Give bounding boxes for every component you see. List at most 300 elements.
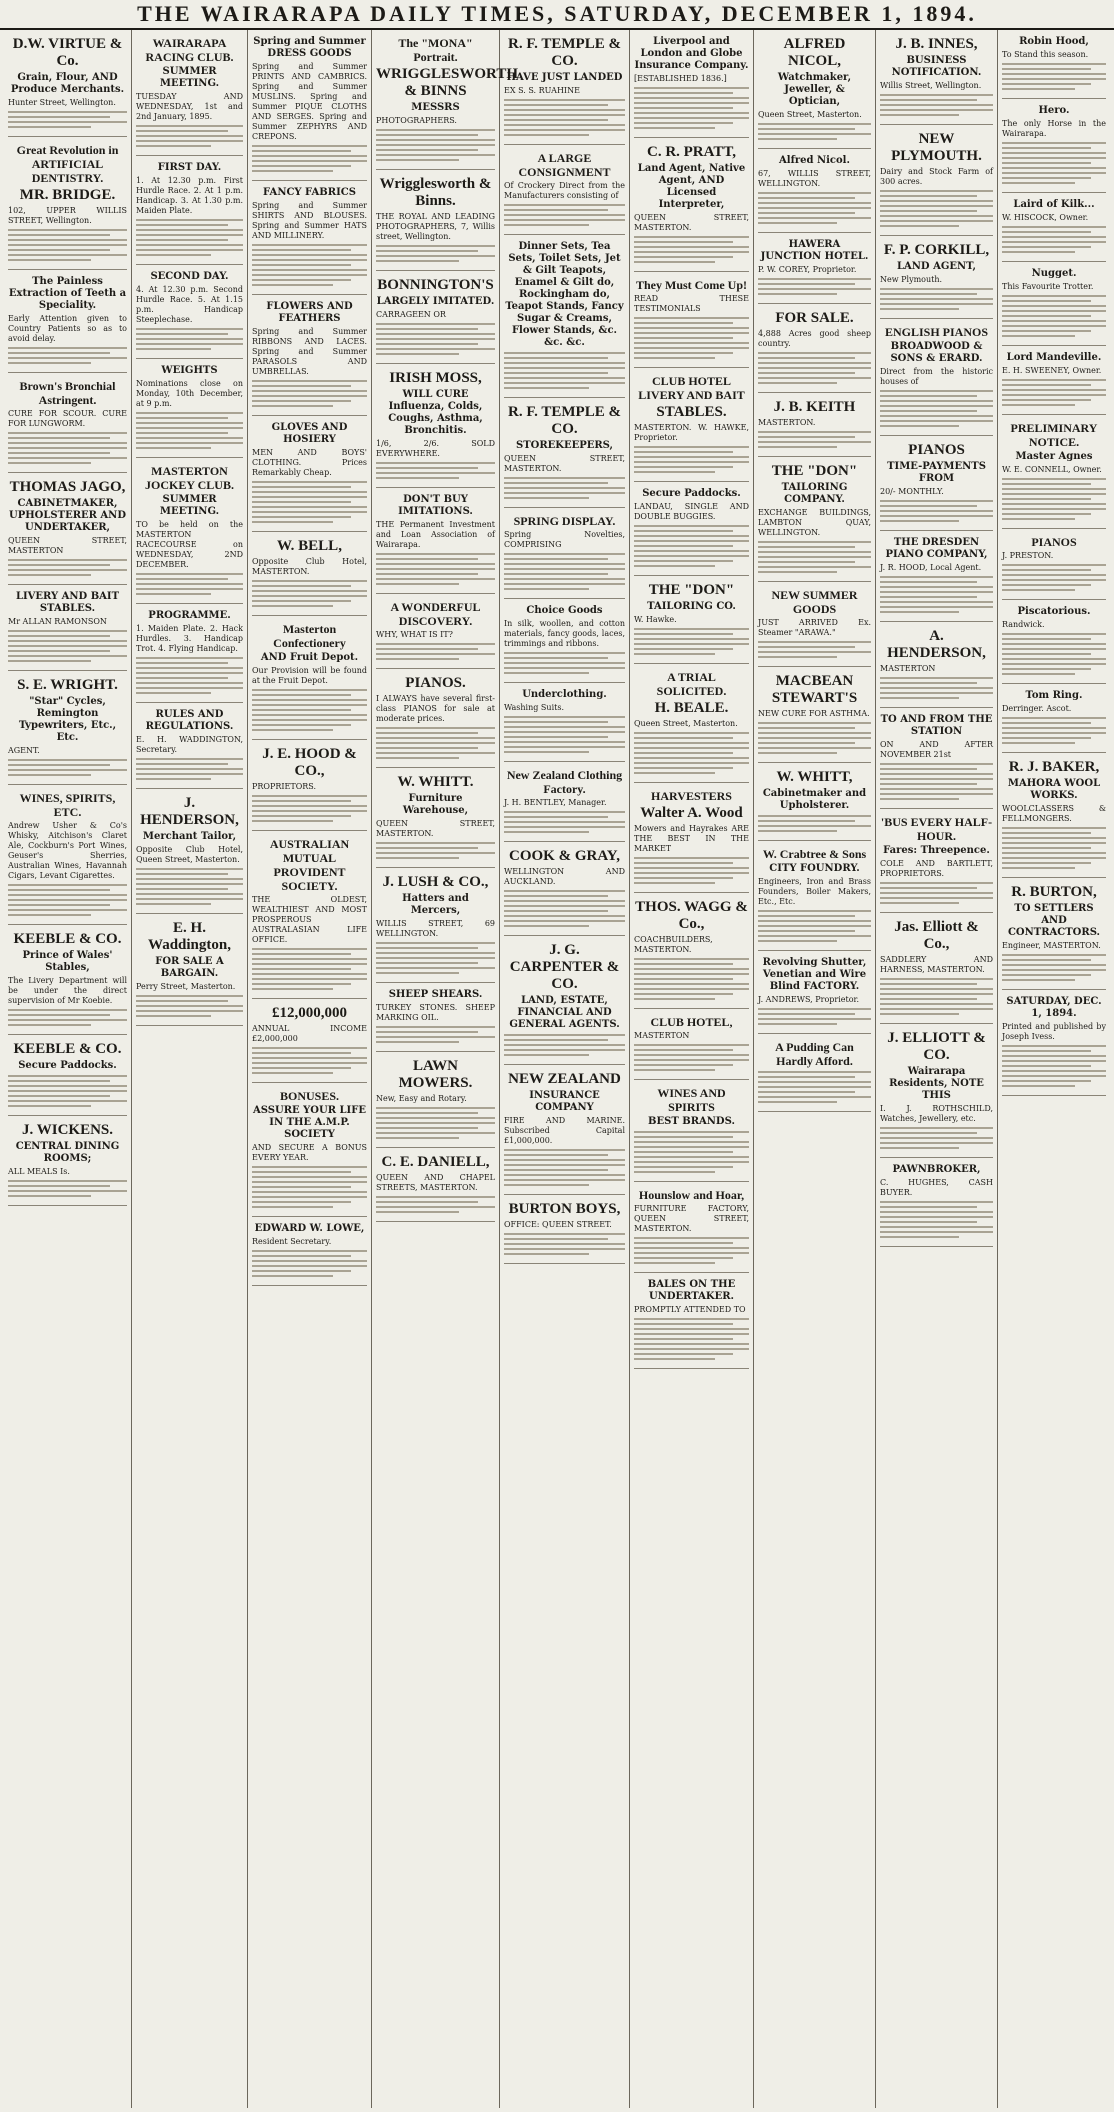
small-print-lines [758,722,871,754]
column-grid [4,30,1110,2108]
ad-body: I. J. ROTHSCHILD, Watches, Jewellery, etc. [880,1104,993,1123]
ad-heading: Alfred Nicol. [779,155,850,166]
ad-heading: Lord Mandeville. [1006,352,1102,363]
advertisement [504,842,625,936]
small-print-lines [758,541,871,573]
ad-body: Mowers and Hayrakes ARE THE BEST IN THE MARKET [634,824,749,853]
small-print-lines [504,1034,625,1056]
ad-body: AGENT. [8,746,40,755]
ad-heading: KEEBLE & CO. [13,1041,122,1057]
advertisement [634,664,749,783]
small-print-lines [1002,1045,1106,1087]
small-print-lines [1002,827,1106,869]
advertisement [136,604,243,703]
ad-heading: Spring and Summer DRESS GOODS [253,36,366,59]
ad-heading: Robin Hood, [1019,36,1089,47]
advertisement [634,272,749,368]
small-print-lines [880,190,993,227]
advertisement [1002,600,1106,684]
ad-body: J. PRESTON. [1002,551,1054,560]
small-print-lines [8,559,127,576]
ad-heading: J. B. INNES, [895,36,978,52]
ad-heading: Hounslow and Hoar, [638,1188,745,1202]
ad-heading: BEST BRANDS. [648,1116,735,1127]
ad-body: TUESDAY AND WEDNESDAY, 1st and 2nd January, 1895. [136,92,243,121]
small-print-lines [252,948,367,990]
ad-heading: PIANOS. [405,675,466,691]
ad-body: MASTERTON [634,1031,690,1040]
advertisement [136,359,243,458]
advertisement [376,868,495,983]
small-print-lines [758,815,871,832]
ad-heading: BROADWOOD & SONS & ERARD. [890,341,983,364]
ad-heading: LIVERY AND BAIT STABLES. [15,591,120,614]
advertisement [136,156,243,265]
small-print-lines [252,244,367,286]
advertisement [8,373,127,473]
advertisement [880,436,993,531]
small-print-lines [758,910,871,942]
ad-body: E. H. SWEENEY, Owner. [1002,366,1102,375]
ad-body: W. HISCOCK, Owner. [1002,213,1089,222]
small-print-lines [8,229,127,261]
ad-heading: LAWN MOWERS. [398,1058,473,1091]
small-print-lines [504,811,625,833]
ad-body: C. HUGHES, CASH BUYER. [880,1178,993,1197]
ad-heading: MR. BRIDGE. [19,187,116,203]
small-print-lines [8,347,127,364]
advertisement [1002,684,1106,753]
ad-body: Printed and published by Joseph Ivess. [1002,1022,1106,1041]
advertisement [634,30,749,138]
ad-heading: J. HENDERSON, [140,795,239,828]
masthead [0,0,1114,30]
ad-heading: A LARGE CONSIGNMENT [518,151,611,179]
ad-heading: FOR SALE A BARGAIN. [155,956,224,979]
small-print-lines [880,882,993,904]
small-print-lines [252,689,367,731]
advertisement [880,809,993,913]
ad-heading: Nugget. [1031,268,1077,279]
advertisement [8,137,127,270]
small-print-lines [376,129,495,161]
small-print-lines [1002,295,1106,337]
small-print-lines [376,1026,495,1043]
small-print-lines [504,204,625,226]
ad-body: Resident Secretary. [252,1237,332,1246]
small-print-lines [376,942,495,974]
small-print-lines [136,412,243,449]
small-print-lines [8,1075,127,1107]
small-print-lines [634,1237,749,1264]
small-print-lines [634,525,749,567]
advertisement [880,622,993,708]
small-print-lines [634,87,749,129]
ad-heading: EDWARD W. LOWE, [254,1223,365,1234]
ad-body: Engineer, MASTERTON. [1002,941,1101,950]
small-print-lines [8,884,127,916]
ad-heading: PAWNBROKER, [892,1164,981,1175]
ad-heading: LAND, ESTATE, FINANCIAL AND GENERAL AGENTS. [509,995,620,1030]
advertisement [634,138,749,272]
ad-heading: SUMMER MEETING. [159,494,220,517]
ad-heading: CENTRAL DINING ROOMS; [15,1141,120,1164]
ad-body: Andrew Usher & Co's Whisky, Aitchison's Claret Ale, Cockburn's Port Wines, Geuser's Sherries, Australian Wines, Havannah Cigars, Levant Cigarettes. [8,821,127,880]
ad-body: [ESTABLISHED 1836.] [634,74,727,83]
column-2 [132,30,248,2108]
small-print-lines [1002,379,1106,406]
advertisement [376,170,495,271]
column-3 [248,30,372,2108]
ad-body: 1. At 12.30 p.m. First Hurdle Race. 2. At 1 p.m. Handicap. 3. At 1.30 p.m. Maiden Plate. [136,176,243,215]
ad-heading: New Zealand Clothing Factory. [506,768,623,796]
small-print-lines [376,323,495,355]
ad-heading: A WONDERFUL DISCOVERY. [390,600,481,628]
ad-heading: STOREKEEPERS, [515,440,614,451]
ad-body: WELLINGTON AND AUCKLAND. [504,867,625,886]
ad-heading: Cabinetmaker and Upholsterer. [762,788,867,811]
small-print-lines [136,125,243,147]
ad-heading: R. F. TEMPLE & CO. [508,36,621,69]
small-print-lines [252,1250,367,1277]
ad-heading: FANCY FABRICS [263,187,356,198]
advertisement [504,1065,625,1195]
ad-body: Spring and Summer SHIRTS AND BLOUSES. Spring and Summer HATS AND MILLINERY. [252,201,367,240]
ad-body: Queen Street, Masterton. [634,719,738,728]
small-print-lines [758,123,871,140]
advertisement [504,235,625,398]
ad-heading: Revolving Shutter, Venetian and Wire Blind FACTORY. [762,957,867,992]
ad-body: ANNUAL INCOME £2,000,000 [252,1024,367,1043]
small-print-lines [504,716,625,753]
advertisement [758,667,871,763]
ad-body: MASTERTON. W. HAWKE, Proprietor. [634,423,749,442]
ad-body: W. E. CONNELL, Owner. [1002,465,1102,474]
ad-body: This Favourite Trotter. [1002,282,1094,291]
advertisement [758,457,871,582]
ad-body: In silk, woollen, and cotton materials, fancy goods, laces, trimmings and ribbons. [504,619,625,648]
advertisement [758,582,871,667]
ad-heading: BONUSES. [279,1089,340,1103]
ad-body: J. ANDREWS, Proprietor. [758,995,860,1004]
advertisement [252,1217,367,1286]
ad-heading: Walter A. Wood [640,805,743,821]
small-print-lines [758,431,871,448]
small-print-lines [252,380,367,407]
ad-heading: SHEEP SHEARS. [388,989,483,1000]
ad-body: The only Horse in the Wairarapa. [1002,119,1106,138]
ad-heading: W. WHITT, [776,769,853,785]
ad-body: Dairy and Stock Farm of 300 acres. [880,167,993,186]
advertisement [8,785,127,925]
advertisement [634,783,749,893]
advertisement [504,508,625,599]
ad-body: Engineers, Iron and Brass Founders, Boiler Makers, Etc., Etc. [758,877,871,906]
ad-heading: BURTON BOYS, [508,1201,621,1217]
ad-heading: AUSTRALIAN MUTUAL PROVIDENT SOCIETY. [269,837,350,893]
ad-heading: TO SETTLERS AND CONTRACTORS. [1007,903,1101,938]
ad-heading: CLUB HOTEL, [650,1015,733,1029]
small-print-lines [8,630,127,662]
advertisement [136,914,243,1026]
ad-heading: CLUB HOTEL LIVERY AND BAIT [638,374,745,402]
advertisement [376,488,495,594]
advertisement [252,616,367,740]
ad-heading: W. WHITT. [397,774,474,790]
advertisement [758,841,871,951]
advertisement [634,1182,749,1273]
advertisement [376,1052,495,1148]
advertisement [504,145,625,235]
advertisement [634,576,749,664]
ad-heading: W. BELL, [277,538,342,554]
ad-heading: SPRING DISPLAY. [513,514,616,528]
ad-body: WHY, WHAT IS IT? [376,630,453,639]
ad-heading: Liverpool and London and Globe Insurance Company. [634,36,749,71]
small-print-lines [634,317,749,359]
small-print-lines [880,390,993,427]
ad-body: Nominations close on Monday, 10th December, at 9 p.m. [136,379,243,408]
small-print-lines [1002,717,1106,744]
small-print-lines [136,995,243,1017]
small-print-lines [634,958,749,1000]
ad-heading: 'BUS EVERY HALF-HOUR. [880,815,993,843]
ad-body: Randwick. [1002,620,1045,629]
ad-body: QUEEN STREET, MASTERTON. [634,213,749,232]
ad-heading: NEW ZEALAND [508,1071,621,1087]
advertisement [758,30,871,149]
ad-body: MASTERTON. [758,418,816,427]
ad-heading: Brown's Bronchial Astringent. [19,379,116,407]
ad-body: QUEEN STREET, MASTERTON. [376,819,495,838]
ad-heading: PRELIMINARY NOTICE. [1010,421,1098,449]
small-print-lines [634,1044,749,1071]
ad-heading: BALES ON THE UNDERTAKER. [647,1279,736,1302]
ad-body: To Stand this season. [1002,50,1089,59]
small-print-lines [634,1131,749,1173]
ad-heading: The "MONA" Portrait. [398,36,473,64]
ad-heading: Secure Paddocks. [642,488,741,499]
ad-heading: J. E. HOOD & CO., [262,746,357,779]
small-print-lines [504,99,625,136]
ad-body: TO be held on the MASTERTON RACECOURSE on WEDNESDAY, 2ND DECEMBER. [136,520,243,569]
ad-body: Spring Novelties, COMPRISING [504,530,625,549]
ad-heading: F. P. CORKILL, [883,242,990,258]
ad-body: SADDLERY AND HARNESS, MASTERTON. [880,955,993,974]
ad-body: THE ROYAL AND LEADING PHOTOGRAPHERS, 7, Willis street, Wellington. [376,212,495,241]
ad-body: FIRE AND MARINE. Subscribed Capital £1,000,000. [504,1116,625,1145]
ad-heading: LARGELY IMITATED. [376,296,495,307]
advertisement [634,893,749,1009]
small-print-lines [880,978,993,1015]
ad-body: FURNITURE FACTORY, QUEEN STREET, MASTERTON. [634,1204,749,1233]
ad-body: Queen Street, Masterton. [758,110,862,119]
column-1 [4,30,132,2108]
ad-body: 20/- MONTHLY. [880,487,944,496]
ad-heading: KEEBLE & CO. [13,931,122,947]
ad-heading: FLOWERS AND FEATHERS [266,301,353,324]
advertisement [1002,99,1106,193]
advertisement [504,599,625,683]
advertisement [1002,415,1106,529]
advertisement [880,531,993,622]
ad-heading: PROGRAMME. [148,610,231,621]
ad-heading: H. BEALE. [654,700,729,716]
advertisement [634,1080,749,1182]
ad-heading: Wairarapa Residents, NOTE THIS [889,1066,984,1101]
ad-heading: WINES AND SPIRITS [657,1086,726,1114]
small-print-lines [880,500,993,522]
ad-body: Mr ALLAN RAMONSON [8,617,107,626]
ad-heading: WRIGGLESWORTH & BINNS [376,66,519,99]
ad-heading: WAIRARAPA RACING CLUB. [145,36,234,64]
ad-heading: Underclothing. [522,689,607,700]
advertisement [880,708,993,809]
ad-body: TURKEY STONES. SHEEP MARKING OIL. [376,1003,495,1022]
small-print-lines [1002,954,1106,981]
ad-heading: "Star" Cycles, Remington Typewriters, Etc., Etc. [18,696,117,743]
small-print-lines [880,1201,993,1238]
ad-heading: E. H. Waddington, [148,920,231,953]
ad-heading: A Pudding Can Hardly Afford. [775,1040,854,1068]
small-print-lines [1002,226,1106,253]
small-print-lines [252,795,367,822]
ad-body: J. R. HOOD, Local Agent. [880,563,982,572]
advertisement [1002,193,1106,262]
ad-heading: TAILORING CO. [647,601,736,612]
ad-body: E. H. WADDINGTON, Secretary. [136,735,243,754]
small-print-lines [634,628,749,655]
ad-heading: ASSURE YOUR LIFE IN THE A.M.P. SOCIETY [253,1105,366,1140]
advertisement [880,30,993,125]
advertisement [634,368,749,482]
ad-heading: WILL CURE Influenza, Colds, Coughs, Asthma, Bronchitis. [388,389,483,436]
advertisement [252,1083,367,1217]
ad-heading: Furniture Warehouse, [402,793,469,816]
advertisement [376,30,519,170]
small-print-lines [880,1127,993,1149]
ad-heading: STABLES. [656,404,727,420]
small-print-lines [136,657,243,694]
advertisement [8,925,127,1035]
small-print-lines [1002,478,1106,520]
advertisement [376,983,495,1052]
ad-body: AND SECURE A BONUS EVERY YEAR. [252,1143,367,1162]
ad-heading: Piscatorious. [1017,606,1091,617]
ad-body: Derringer. Ascot. [1002,704,1072,713]
ad-heading: NEW SUMMER GOODS [771,588,858,616]
ad-heading: Secure Paddocks. [18,1060,117,1071]
small-print-lines [136,328,243,350]
ad-body: Perry Street, Masterton. [136,982,236,991]
advertisement [8,270,127,373]
ad-body: EX S. S. RUAHINE [504,86,580,95]
advertisement [504,30,625,145]
advertisement [1002,262,1106,346]
ad-body: 4,888 Acres good sheep country. [758,329,871,348]
small-print-lines [634,1318,749,1360]
ad-body: NEW CURE FOR ASTHMA. [758,709,870,718]
ad-body: COACHBUILDERS, MASTERTON. [634,935,713,954]
ad-body: The Livery Department will be under the direct supervision of Mr Koebie. [8,976,127,1005]
ad-heading: The Painless Extraction of Teeth a Speciality. [8,276,127,311]
ad-heading: Hatters and Mercers, [402,893,469,916]
small-print-lines [376,245,495,262]
small-print-lines [504,1149,625,1186]
ad-heading: SUMMER MEETING. [159,66,220,89]
small-print-lines [136,219,243,256]
ad-body: CURE FOR SCOUR. CURE FOR LUNGWORM. [8,409,127,428]
ad-body: Early Attention given to Country Patients so as to avoid delay. [8,314,127,343]
small-print-lines [758,1071,871,1103]
advertisement [136,265,243,359]
small-print-lines [880,94,993,116]
advertisement [8,585,127,671]
ad-body: P. W. COREY, Proprietor. [758,265,857,274]
small-print-lines [8,432,127,464]
advertisement [252,295,367,416]
ad-body: Opposite Club Hotel, MASTERTON. [252,557,367,576]
ad-heading: TO AND FROM THE STATION [880,714,993,737]
advertisement [634,1009,749,1080]
column-9 [998,30,1110,2108]
ad-body: Opposite Club Hotel, Queen Street, Masterton. [136,845,243,864]
ad-body: New, Easy and Rotary. [376,1094,467,1103]
masthead-title: THE WAIRARAPA DAILY TIMES, SATURDAY, DECEMBER 1, 1894. [137,1,977,26]
small-print-lines [634,236,749,263]
ad-heading: IRISH MOSS, [389,370,482,386]
ad-body: PROPRIETORS. [252,782,317,791]
ad-heading: A. HENDERSON, [887,628,986,661]
ad-heading: PIANOS [1031,535,1077,549]
advertisement [8,671,127,785]
advertisement [252,30,367,181]
ad-heading: C. R. PRATT, [646,144,737,160]
ad-heading: COOK & GRAY, [509,848,620,864]
ad-heading: Land Agent, Native Agent, AND Licensed Interpreter, [637,163,746,210]
advertisement [504,683,625,762]
advertisement [252,999,367,1083]
ad-heading: J. G. CARPENTER & CO. [509,942,620,992]
ad-heading: C. E. DANIELL, [381,1154,490,1170]
ad-body: Our Provision will be found at the Fruit Depot. [252,666,367,685]
small-print-lines [252,580,367,607]
advertisement [880,1158,993,1247]
advertisement [1002,878,1106,990]
ad-body: WILLIS STREET, 69 WELLINGTON. [376,919,495,938]
ad-heading: A TRIAL SOLICITED. [656,670,727,698]
advertisement [8,473,127,585]
small-print-lines [376,1107,495,1139]
small-print-lines [634,446,749,473]
small-print-lines [1002,564,1106,591]
advertisement [252,831,367,999]
ad-heading: THE "DON" [771,463,858,479]
ad-heading: BONNINGTON'S [377,277,494,293]
small-print-lines [504,1233,625,1255]
ad-heading: Watchmaker, Jeweller, & Optician, [777,72,852,107]
ad-body: ON AND AFTER NOVEMBER 21st [880,740,993,759]
small-print-lines [758,1008,871,1025]
ad-heading: They Must Come Up! [636,278,747,292]
ad-heading: Grain, Flour, AND Produce Merchants. [10,72,125,95]
ad-body: J. H. BENTLEY, Manager. [504,798,607,807]
ad-body: WOOLCLASSERS & FELLMONGERS. [1002,804,1106,823]
ad-body: QUEEN AND CHAPEL STREETS, MASTERTON. [376,1173,495,1192]
ad-body: CARRAGEEN OR [376,310,446,319]
small-print-lines [376,553,495,585]
ad-heading: R. F. TEMPLE & CO. [508,404,621,437]
